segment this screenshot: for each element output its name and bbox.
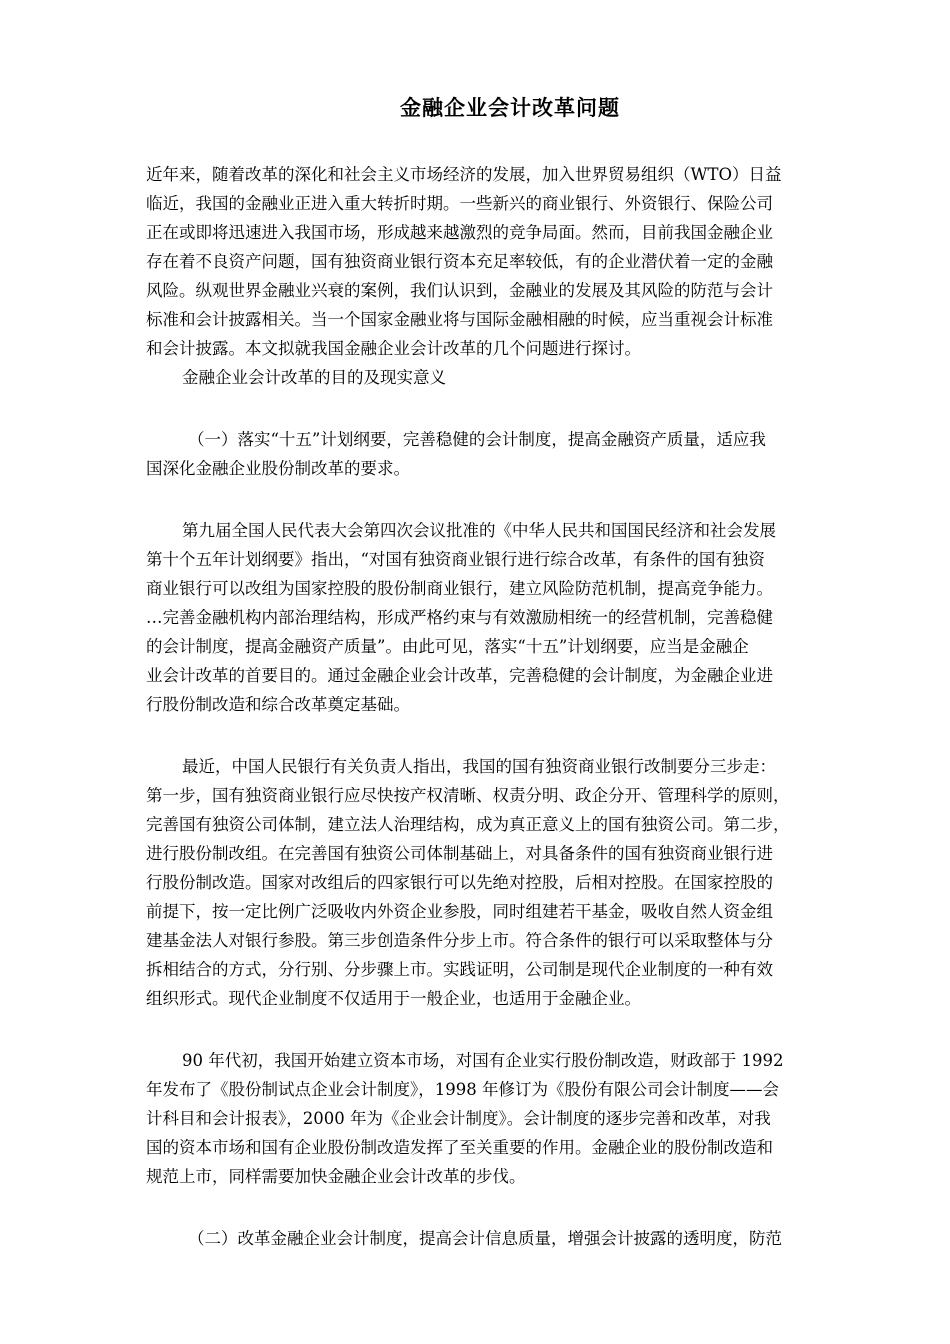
text-line: 年发布了《股份制试点企业会计制度》，1998 年修订为《股份有限公司会计制度——会	[146, 1080, 779, 1099]
text-line: …完善金融机构内部治理结构，形成严格约束与有效激励相统一的经营机制，完善稳健	[146, 608, 773, 627]
text-line: （二）改革金融企业会计制度，提高会计信息质量，增强会计披露的透明度，防范	[188, 1229, 782, 1248]
text-line: 建基金法人对银行参股。第三步创造条件分步上市。符合条件的银行可以采取整体与分	[146, 931, 773, 950]
text-line: 第九届全国人民代表大会第四次会议批准的《中华人民共和国国民经济和社会发展	[182, 521, 776, 540]
text-line: 风险。纵观世界金融业兴衰的案例，我们认识到，金融业的发展及其风险的防范与会计	[146, 281, 773, 300]
paragraph-three-steps	[146, 752, 881, 1013]
text-line: 标准和会计披露相关。当一个国家金融业将与国际金融相融的时候，应当重视会计标准	[146, 310, 773, 329]
text-line: 规范上市，同样需要加快金融企业会计改革的步伐。	[146, 1167, 526, 1186]
text-line: 第一步，国有独资商业银行应尽快按产权清晰、权责分明、政企分开、管理科学的原则，	[146, 786, 790, 805]
text-line: 行股份制改造。国家对改组后的四家银行可以先绝对控股，后相对控股。在国家控股的	[146, 873, 773, 892]
document-title: 金融企业会计改革问题	[400, 95, 620, 120]
text-line: 拆相结合的方式，分行别、分步骤上市。实践证明，公司制是现代企业制度的一种有效	[146, 960, 773, 979]
text-line: 进行股份制改组。在完善国有独资公司体制基础上，对具备条件的国有独资商业银行进	[146, 844, 773, 863]
text-line: （一）落实“十五”计划纲要，完善稳健的会计制度，提高金融资产质量，适应我	[188, 430, 766, 449]
text-line: 和会计披露。本文拟就我国金融企业会计改革的几个问题进行探讨。	[146, 339, 641, 358]
text-line: 正在或即将迅速进入我国市场，形成越来越激烈的竞争局面。然而，目前我国金融企业	[146, 223, 773, 242]
text-line: 组织形式。现代企业制度不仅适用于一般企业，也适用于金融企业。	[146, 989, 641, 1008]
text-line: 计科目和会计报表》，2000 年为《企业会计制度》。会计制度的逐步完善和改革，对我	[146, 1109, 771, 1128]
text-line: 临近，我国的金融业正进入重大转折时期。一些新兴的商业银行、外资银行、保险公司	[146, 194, 773, 213]
document-body	[146, 160, 881, 1253]
paragraph-intro	[146, 160, 881, 363]
subheading-two	[146, 1224, 881, 1253]
text-line: 国深化金融企业股份制改革的要求。	[146, 459, 410, 478]
paragraph-plan	[146, 516, 881, 719]
section-heading	[146, 363, 881, 392]
text-line: 行股份制改造和综合改革奠定基础。	[146, 695, 410, 714]
text-line: 商业银行可以改组为国家控股的股份制商业银行，建立风险防范机制，提高竞争能力。	[146, 579, 773, 598]
subheading-one	[146, 425, 881, 483]
paragraph-capital-market	[146, 1046, 881, 1191]
text-line: 90 年代初，我国开始建立资本市场，对国有企业实行股份制改造，财政部于 1992	[182, 1051, 784, 1070]
text-line: 近年来，随着改革的深化和社会主义市场经济的发展，加入世界贸易组织（WTO）日益	[146, 165, 782, 184]
text-line: 完善国有独资公司体制，建立法人治理结构，成为真正意义上的国有独资公司。第二步，	[146, 815, 790, 834]
text-line: 存在着不良资产问题，国有独资商业银行资本充足率较低，有的企业潜伏着一定的金融	[146, 252, 773, 271]
text-line: 最近，中国人民银行有关负责人指出，我国的国有独资商业银行改制要分三步走：	[182, 757, 776, 776]
text-line: 国的资本市场和国有企业股份制改造发挥了至关重要的作用。金融企业的股份制改造和	[146, 1138, 773, 1157]
text-line: 业会计改革的首要目的。通过金融企业会计改革，完善稳健的会计制度，为金融企业进	[146, 666, 773, 685]
text-line: 的会计制度，提高金融资产质量”。由此可见，落实“十五”计划纲要，应当是金融企	[146, 637, 749, 656]
text-line: 前提下，按一定比例广泛吸收内外资企业参股，同时组建若干基金，吸收自然人资金组	[146, 902, 773, 921]
heading-line: 金融企业会计改革的目的及现实意义	[182, 368, 446, 387]
text-line: 第十个五年计划纲要》指出，“对国有独资商业银行进行综合改革，有条件的国有独资	[146, 550, 765, 569]
